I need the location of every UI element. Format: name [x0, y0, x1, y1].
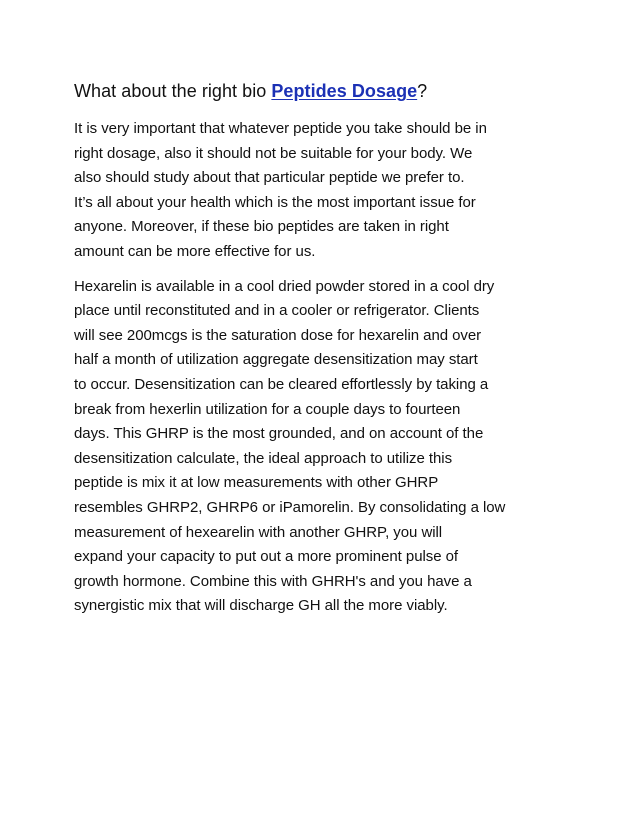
- paragraph-line: desensitization calculate, the ideal approach to utilize this: [74, 449, 453, 467]
- paragraph-line: break from hexerlin utilization for a couple days to fourteen: [74, 400, 461, 418]
- paragraph-line: resembles GHRP2, GHRP6 or iPamorelin. By consolidating a low: [74, 498, 506, 516]
- paragraph-line: synergistic mix that will discharge GH all the more viably.: [74, 597, 448, 615]
- paragraph-line: expand your capacity to put out a more prominent pulse of: [74, 548, 459, 566]
- paragraph-line: amount can be more effective for us.: [74, 242, 316, 260]
- paragraph-line: It is very important that whatever peptide you take should be in: [74, 120, 487, 137]
- heading-suffix: ?: [417, 81, 428, 101]
- paragraph-intro: [74, 117, 568, 265]
- paragraph-line: measurement of hexearelin with another GHRP, you will: [74, 523, 443, 541]
- paragraph-line: will see 200mcgs is the saturation dose for hexarelin and over: [74, 326, 482, 344]
- paragraph-line: half a month of utilization aggregate desensitization may start: [74, 351, 478, 369]
- heading-prefix: What about the right bio: [74, 81, 272, 101]
- paragraph-line: days. This GHRP is the most grounded, and on account of the: [74, 425, 484, 443]
- peptides-dosage-link[interactable]: Peptides Dosage: [271, 81, 418, 101]
- paragraph-line: also should study about that particular peptide we prefer to.: [74, 169, 465, 187]
- paragraph-line: place until reconstituted and in a cooler or refrigerator. Clients: [74, 302, 480, 320]
- paragraph-hexarelin: [74, 275, 568, 619]
- paragraph-line: It’s all about your health which is the most important issue for: [74, 193, 476, 211]
- document-page: [74, 78, 568, 629]
- paragraph-line: to occur. Desensitization can be cleared effortlessly by taking a: [74, 375, 489, 393]
- paragraph-line: right dosage, also it should not be suitable for your body. We: [74, 144, 473, 162]
- paragraph-line: anyone. Moreover, if these bio peptides are taken in right: [74, 218, 449, 236]
- page-heading: [74, 78, 568, 104]
- paragraph-line: growth hormone. Combine this with GHRH's and you have a: [74, 572, 472, 590]
- paragraph-line: Hexarelin is available in a cool dried powder stored in a cool dry: [74, 277, 495, 295]
- paragraph-line: peptide is mix it at low measurements with other GHRP: [74, 474, 439, 492]
